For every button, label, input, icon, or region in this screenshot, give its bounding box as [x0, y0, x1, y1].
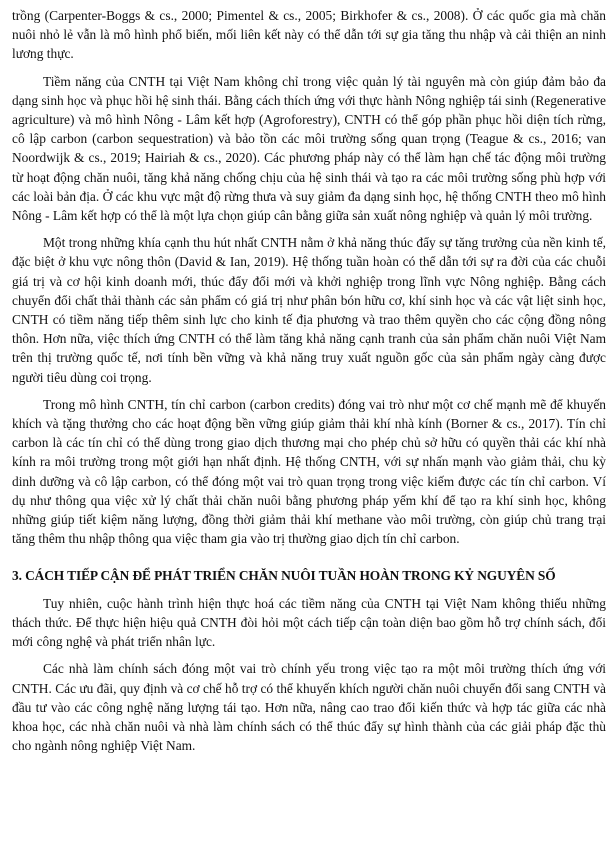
paragraph: Một trong những khía cạnh thu hút nhất CNTH nằm ở khả năng thúc đẩy sự tăng trưởng của nền kinh tế, đặc biệt ở khu vực nông thôn (David & Ian, 2019). Hệ thống tuần hoàn có thể dẫn tới sự ra đời của các chuỗi giá trị và cơ hội kinh doanh mới, thúc đẩy đổi mới và khởi nghiệp trong lĩnh vực Nông nghiệp. Bằng cách chuyển đổi chất thải thành các sản phẩm có giá trị như phân bón hữu cơ, khí sinh học và các vật liệt sinh học, CNTH có tiềm năng tiếp thêm sinh lực cho kinh tế địa phương và trao thêm quyền cho các cộng đồng nông thôn. Hơn nữa, việc thích ứng CNTH có thể làm tăng khả năng cạnh tranh của sản phẩm chăn nuôi Việt Nam trên thị trường quốc tế, nơi tính bền vững và khả năng truy xuất nguồn gốc của sản phẩm ngày càng được người tiêu dùng coi trọng.: [12, 235, 606, 385]
paragraph: Tuy nhiên, cuộc hành trình hiện thực hoá các tiềm năng của CNTH tại Việt Nam không thiếu những thách thức. Để thực hiện hiệu quả CNTH đòi hỏi một cách tiếp cận toàn diện bao gồm hỗ trợ chính sách, đổi mới công nghệ và phát triển nhân lực.: [12, 595, 606, 650]
paragraph: Trong mô hình CNTH, tín chỉ carbon (carbon credits) đóng vai trò như một cơ chế mạnh mẽ để khuyến khích và tặng thưởng cho các hoạt động bền vững giúp giảm thải khí nhà kính (Borner & cs., 2017). Tín chỉ carbon là các tín chỉ có thể dùng trong giao dịch thương mại cho phép chủ sở hữu có quyền thải các khí nhà kính ra môi trường trong một giới hạn nhất định. Hệ thống CNTH, với sự nhấn mạnh vào giảm thải, chu kỳ dinh dưỡng và cô lập carbon, có thể đóng một vai trò quan trọng trong việc kiếm được các tín chỉ carbon. Ví dụ như thông qua việc xử lý chất thải chăn nuôi bằng phương pháp yếm khí để tạo ra khí sinh học, không những giúp tiết kiệm năng lượng, đồng thời giảm thải khí methane vào môi trường, còn giúp chủ trang trại tăng thêm thu nhập thông qua việc tham gia vào trị thường giao dịch tín chỉ carbon.: [12, 396, 606, 547]
section-heading: 3. CÁCH TIẾP CẬN ĐỂ PHÁT TRIỂN CHĂN NUÔI TUẦN HOÀN TRONG KỶ NGUYÊN SỐ: [12, 568, 556, 584]
paragraph: Tiềm năng của CNTH tại Việt Nam không chỉ trong việc quản lý tài nguyên mà còn giúp đảm bảo đa dạng sinh học và phục hồi hệ sinh thái. Bằng cách thích ứng với thực hành Nông nghiệp tái sinh (Regenerative agriculture) và mô hình Nông - Lâm kết hợp (Agroforestry), CNTH có thể góp phần phục hồi diện tích rừng, cô lập carbon (carbon sequestration) và bảo tồn các môi trường sống quan trọng (Teague & cs., 2016; van Noordwijk & cs., 2019; Hairiah & cs., 2020). Các phương pháp này có thể làm hạn chế tác động môi trường từ hoạt động chăn nuôi, tăng khả năng chống chịu của hệ sinh thái và tạo ra các môi trường sống phù hợp với các loài bản địa. Ở các khu vực mật độ rừng thưa và suy giảm đa dạng sinh học, hệ thống CNTH theo mô hình Nông - Lâm kết hợp có thể là một lựa chọn giúp cân bằng giữa sản xuất nông nghiệp và quản lý môi trường.: [12, 73, 606, 224]
paragraph: Các nhà làm chính sách đóng một vai trò chính yếu trong việc tạo ra một môi trường thích ứng với CNTH. Các ưu đãi, quy định và cơ chế hỗ trợ có thể khuyến khích người chăn nuôi chuyển đổi sang CNTH và đầu tư vào các công nghệ năng lượng tái tạo. Hơn nữa, nâng cao trao đổi kiến thức và hợp tác giữa các nhà khoa học, các nhà chăn nuôi và nhà làm chính sách có thể thúc đẩy sự hình thành của các giải pháp đặc thù cho ngành nông nghiệp Việt Nam.: [12, 661, 606, 754]
paragraph: trồng (Carpenter-Boggs & cs., 2000; Pimentel & cs., 2005; Birkhofer & cs., 2008). Ở các quốc gia mà chăn nuôi nhỏ lẻ vẫn là mô hình phổ biến, mối liên kết này có thể dẫn tới sự gia tăng thu nhập và cải thiện an ninh lương thực.: [12, 8, 606, 62]
